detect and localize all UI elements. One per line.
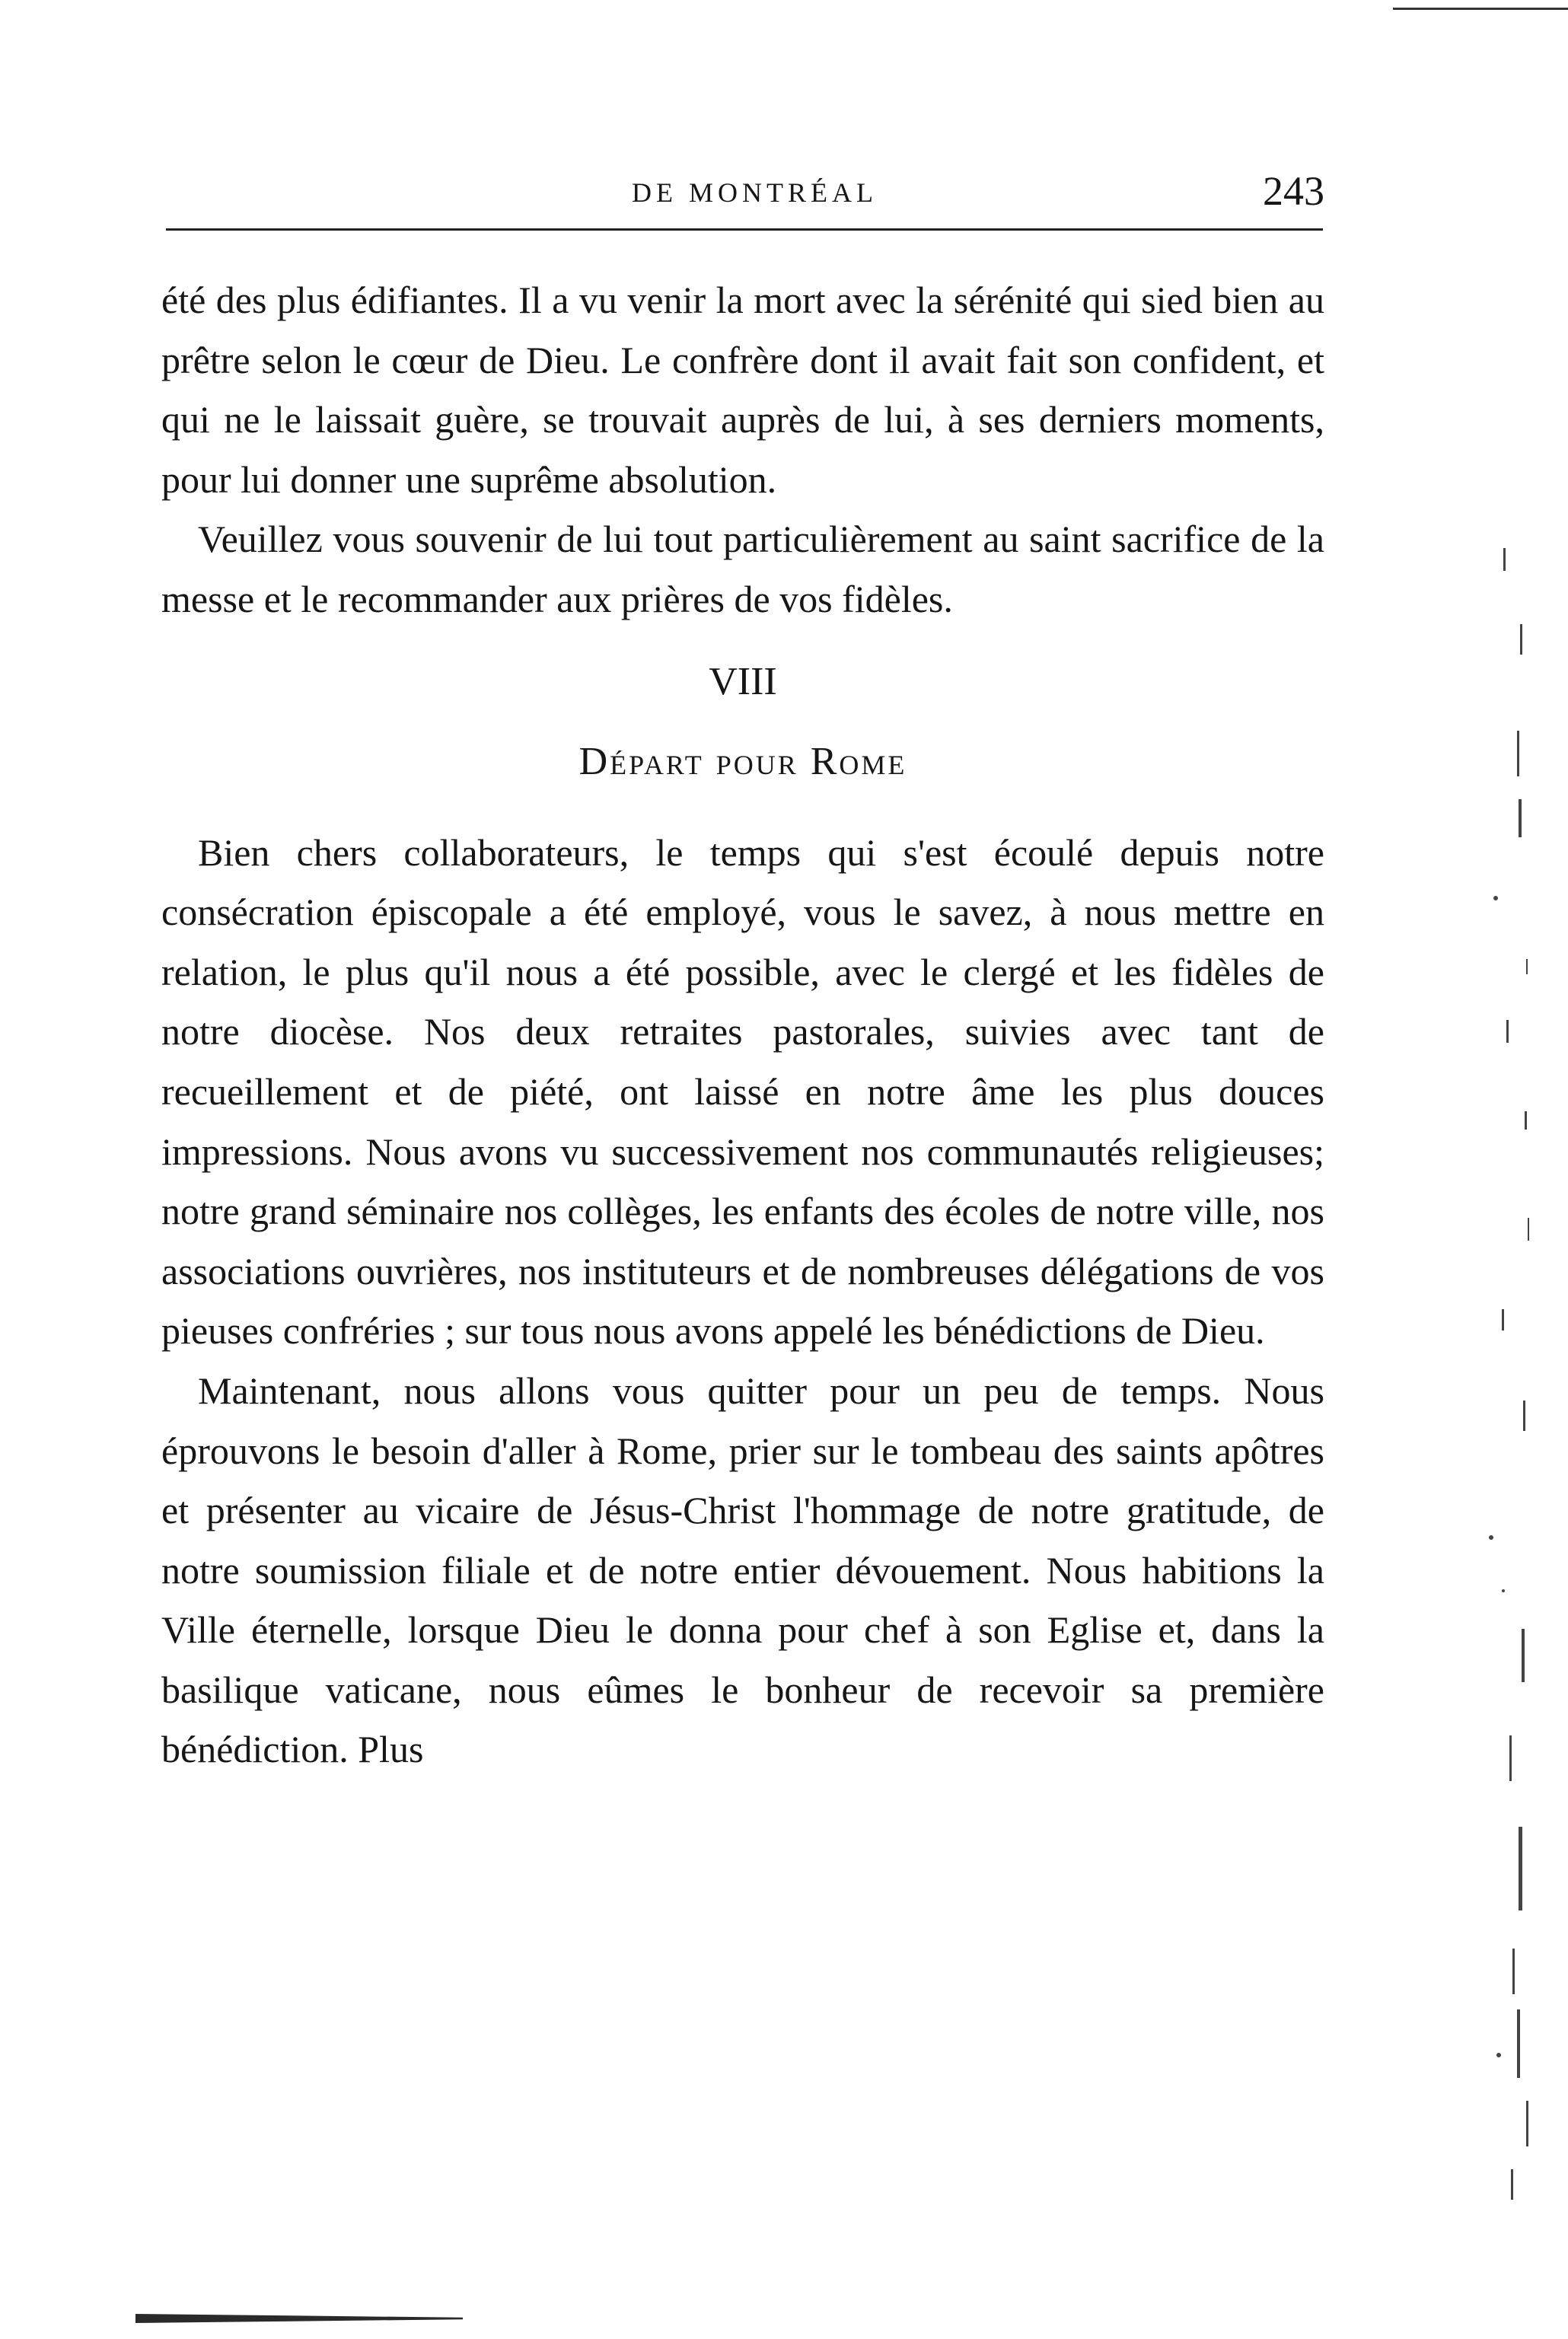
running-header: [160, 163, 1324, 224]
running-head-title: DE MONTRÉAL: [632, 177, 878, 208]
paragraph-collaborators: Bien chers collaborateurs, le temps qui s'est écoulé depuis notre consécration épiscopale a été employé, vous le savez, à nous mettre en relation, le plus qu'il nous a été possible, avec le clergé et les fidèles de notre diocèse. Nos deux retraites pastorales, suivies avec tant de recueillement et de piété, ont laissé en notre âme les plus douces impressions. Nous avons vu successivement nos communautés religieuses; notre grand séminaire nos collèges, les enfants des écoles de notre ville, nos associations ouvrières, nos instituteurs et de nombreuses délégations de vos pieuses confréries ; sur tous nous avons appelé les bénédictions de Dieu.: [161, 830, 1324, 1353]
header-rule: [166, 228, 1323, 231]
body-text: [161, 270, 1324, 1780]
chapter-number: VIII: [709, 659, 777, 703]
page-number: 243: [1263, 168, 1324, 214]
paragraph-departure: Maintenant, nous allons vous quitter pour un peu de temps. Nous éprouvons le besoin d'aller à Rome, prier sur le tombeau des saints apôtres et présenter au vicaire de Jésus-Christ l'hommage de notre gratitude, de notre soumission filiale et de notre entier dévouement. Nous habitions la Ville éternelle, lorsque Dieu le donna pour chef à son Eglise et, dans la basilique vaticane, nous eûmes le bonheur de recevoir sa première bénédiction. Plus: [161, 1369, 1324, 1771]
chapter-title: Départ pour Rome: [578, 739, 907, 783]
top-corner-scan-line: [1393, 8, 1568, 10]
scan-margin-artifacts: [1473, 533, 1541, 2245]
paragraph-prayer-request: Veuillez vous souvenir de lui tout particulièrement au saint sacrifice de la messe et le recommander aux prières de vos fidèles.: [161, 518, 1324, 620]
bottom-scan-mark: [135, 2314, 463, 2323]
paragraph-continuation: été des plus édifiantes. Il a vu venir la mort avec la sérénité qui sied bien au prêtre selon le cœur de Dieu. Le confrère dont il avait fait son confident, et qui ne le laissait guère, se trouvait auprès de lui, à ses derniers moments, pour lui donner une suprême absolution.: [161, 279, 1324, 501]
